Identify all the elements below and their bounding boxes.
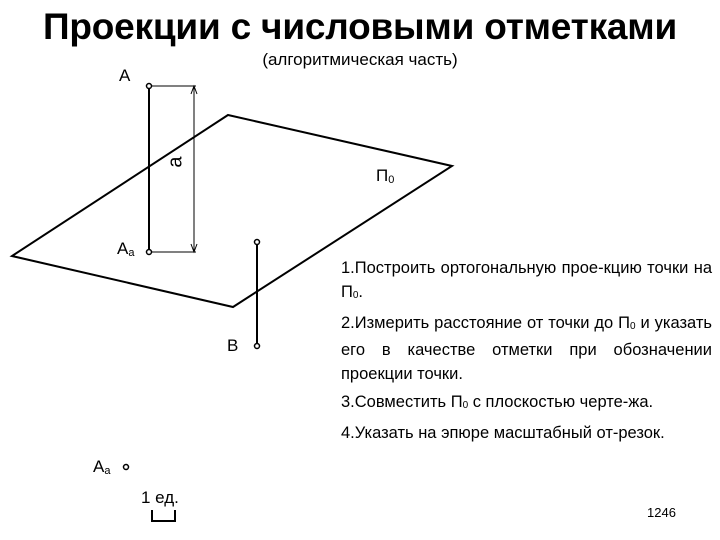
point-b-marker [255, 344, 260, 349]
projection-subscript: a [128, 247, 135, 259]
plane-subscript: 0 [388, 174, 395, 186]
page-number: 1246 [647, 505, 676, 520]
step-1: 1.Построить ортогональную прое-кцию точки на $П_0$. [341, 259, 712, 301]
step-3: 3.Совместить $П_0$ с плоскостью черте-жа. [341, 393, 654, 411]
example-projection-label: $A_a$ [93, 457, 111, 477]
example-projection-marker [124, 465, 129, 470]
algorithm-steps [341, 256, 712, 452]
page-subtitle: (алгоритмическая часть) [262, 50, 458, 69]
point-a-label: A [119, 66, 131, 85]
distance-label: a [164, 156, 187, 168]
scale-label: 1 ед. [141, 488, 179, 507]
step-2: 2.Измерить расстояние от точки до $П_0$ и указать его в качестве отметки при обозначении проекции точки. [341, 314, 712, 383]
scale-bracket [152, 510, 175, 521]
plane-label: $П_0$ [376, 166, 395, 186]
step-4: 4.Указать на эпюре масштабный от-резок. [341, 424, 665, 442]
point-a-projection-label: $A_a$ [117, 239, 135, 259]
point-a-marker [147, 84, 152, 89]
page-title: Проекции с числовыми отметками [42, 6, 678, 47]
point-a-projection-marker [147, 250, 152, 255]
example-subscript: a [104, 465, 111, 477]
segment-b-top-marker [255, 240, 260, 245]
point-b-label: B [227, 336, 239, 355]
